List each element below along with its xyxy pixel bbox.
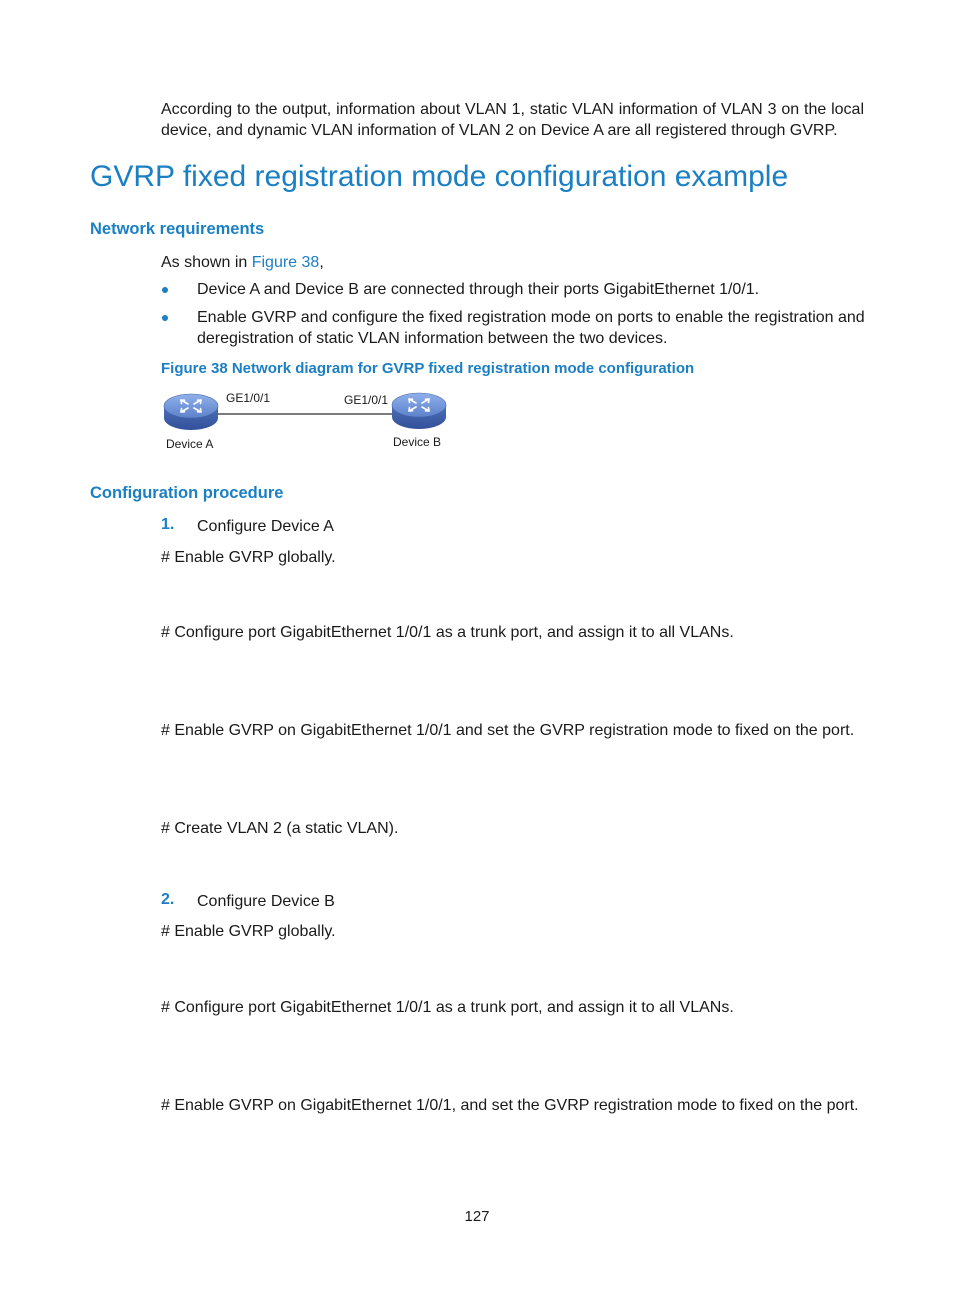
step-2-label: Configure Device B	[197, 893, 335, 910]
device-b-label: Device B	[393, 435, 442, 449]
bullet-dot	[162, 315, 168, 321]
step-1-comment-1: # Enable GVRP globally.	[161, 549, 336, 566]
page-number: 127	[464, 1208, 490, 1225]
step-2-comment-2: # Configure port GigabitEthernet 1/0/1 as a trunk port, and assign it to all VLANs.	[161, 999, 734, 1016]
requirement-bullet-2: Enable GVRP and configure the fixed registration mode on ports to enable the registration and deregistration of static VLAN information between the two devices.	[197, 309, 865, 347]
step-1-comment-2: # Configure port GigabitEthernet 1/0/1 as a trunk port, and assign it to all VLANs.	[161, 624, 734, 641]
step-2-comment-1: # Enable GVRP globally.	[161, 923, 336, 940]
router-b-icon	[392, 393, 446, 429]
network-requirements-heading: Network requirements	[90, 220, 265, 238]
configuration-procedure-heading: Configuration procedure	[90, 484, 284, 502]
step-1-comment-4: # Create VLAN 2 (a static VLAN).	[161, 820, 399, 837]
step-1-comment-3: # Enable GVRP on GigabitEthernet 1/0/1 and set the GVRP registration mode to fixed on the port.	[161, 722, 855, 739]
requirement-bullet-1: Device A and Device B are connected through their ports GigabitEthernet 1/0/1.	[197, 281, 760, 298]
figure-38-link[interactable]: Figure 38	[251, 254, 320, 271]
figure-caption: Figure 38 Network diagram for GVRP fixed registration mode configuration	[161, 360, 695, 377]
step-2-comment-3: # Enable GVRP on GigabitEthernet 1/0/1, and set the GVRP registration mode to fixed on the port.	[161, 1097, 859, 1114]
intro-paragraph: According to the output, information about VLAN 1, static VLAN information of VLAN 3 on the local device, and dynamic VLAN information of VLAN 2 on Device A are all registered through GVRP.	[161, 101, 864, 139]
bullet-dot	[162, 287, 168, 293]
requirements-lead	[161, 252, 324, 273]
section-title: GVRP fixed registration mode configuration example	[90, 160, 789, 193]
step-1-label: Configure Device A	[197, 518, 334, 535]
port-b-label: GE1/0/1	[344, 393, 389, 407]
router-a-icon	[164, 394, 218, 430]
lead-suffix: ,	[319, 254, 324, 271]
step-1-number: 1.	[161, 516, 175, 533]
port-a-label: GE1/0/1	[226, 391, 271, 405]
lead-prefix: As shown in	[161, 254, 252, 271]
step-2-number: 2.	[161, 891, 175, 908]
device-a-label: Device A	[166, 437, 214, 451]
